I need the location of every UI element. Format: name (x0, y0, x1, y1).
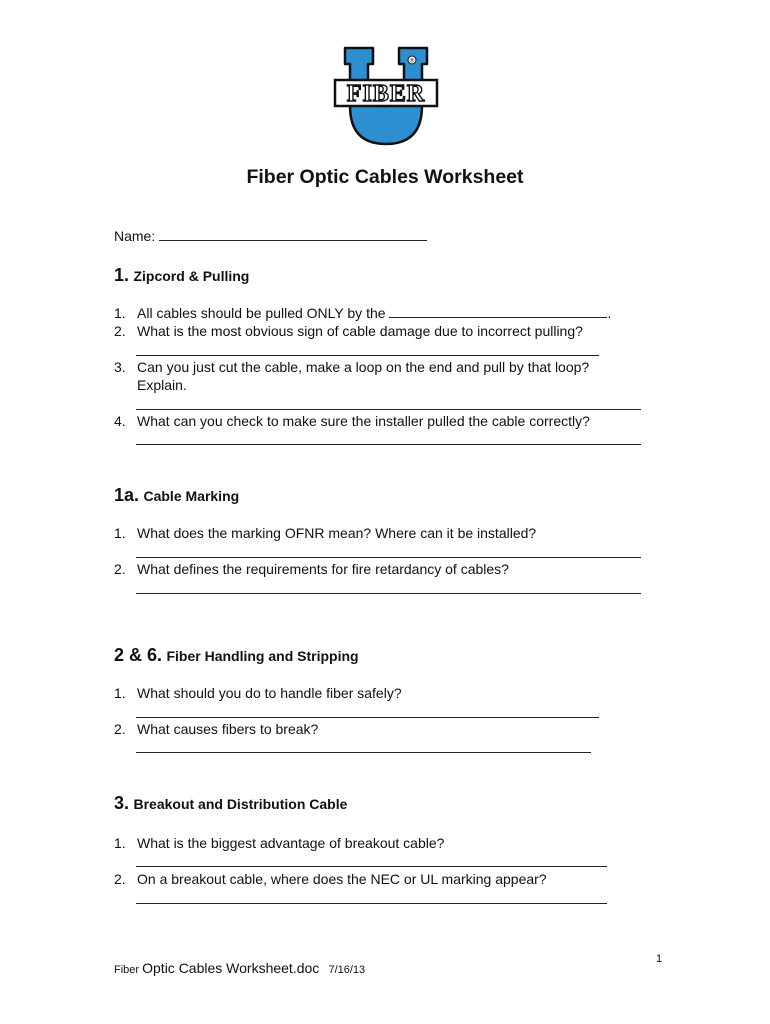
name-blank[interactable] (159, 240, 427, 241)
section-3-heading: 3. Breakout and Distribution Cable (114, 793, 348, 813)
footer: Fiber Optic Cables Worksheet.doc 7/16/13 (114, 960, 366, 976)
section-1-heading: 1. Zipcord & Pulling (114, 265, 250, 285)
section-1a-heading: 1a. Cable Marking (114, 485, 240, 505)
page-number: 1 (656, 953, 663, 965)
answer-line[interactable] (136, 717, 599, 718)
name-label: Name: (114, 228, 156, 244)
answer-line[interactable] (136, 593, 641, 594)
answer-line[interactable] (136, 409, 641, 410)
fiber-u-logo (333, 44, 439, 150)
answer-line[interactable] (136, 866, 607, 867)
logo-wordmark: FIBER (346, 81, 426, 107)
svg-text:®: ® (409, 57, 415, 65)
section-2-6-heading: 2 & 6. Fiber Handling and Stripping (114, 645, 359, 665)
answer-line[interactable] (136, 557, 641, 558)
answer-line[interactable] (136, 444, 641, 445)
answer-line[interactable] (136, 752, 591, 753)
answer-line[interactable] (136, 903, 607, 904)
answer-line[interactable] (136, 355, 599, 356)
answer-blank-inline[interactable] (389, 305, 607, 318)
page-title: Fiber Optic Cables Worksheet (246, 166, 524, 188)
